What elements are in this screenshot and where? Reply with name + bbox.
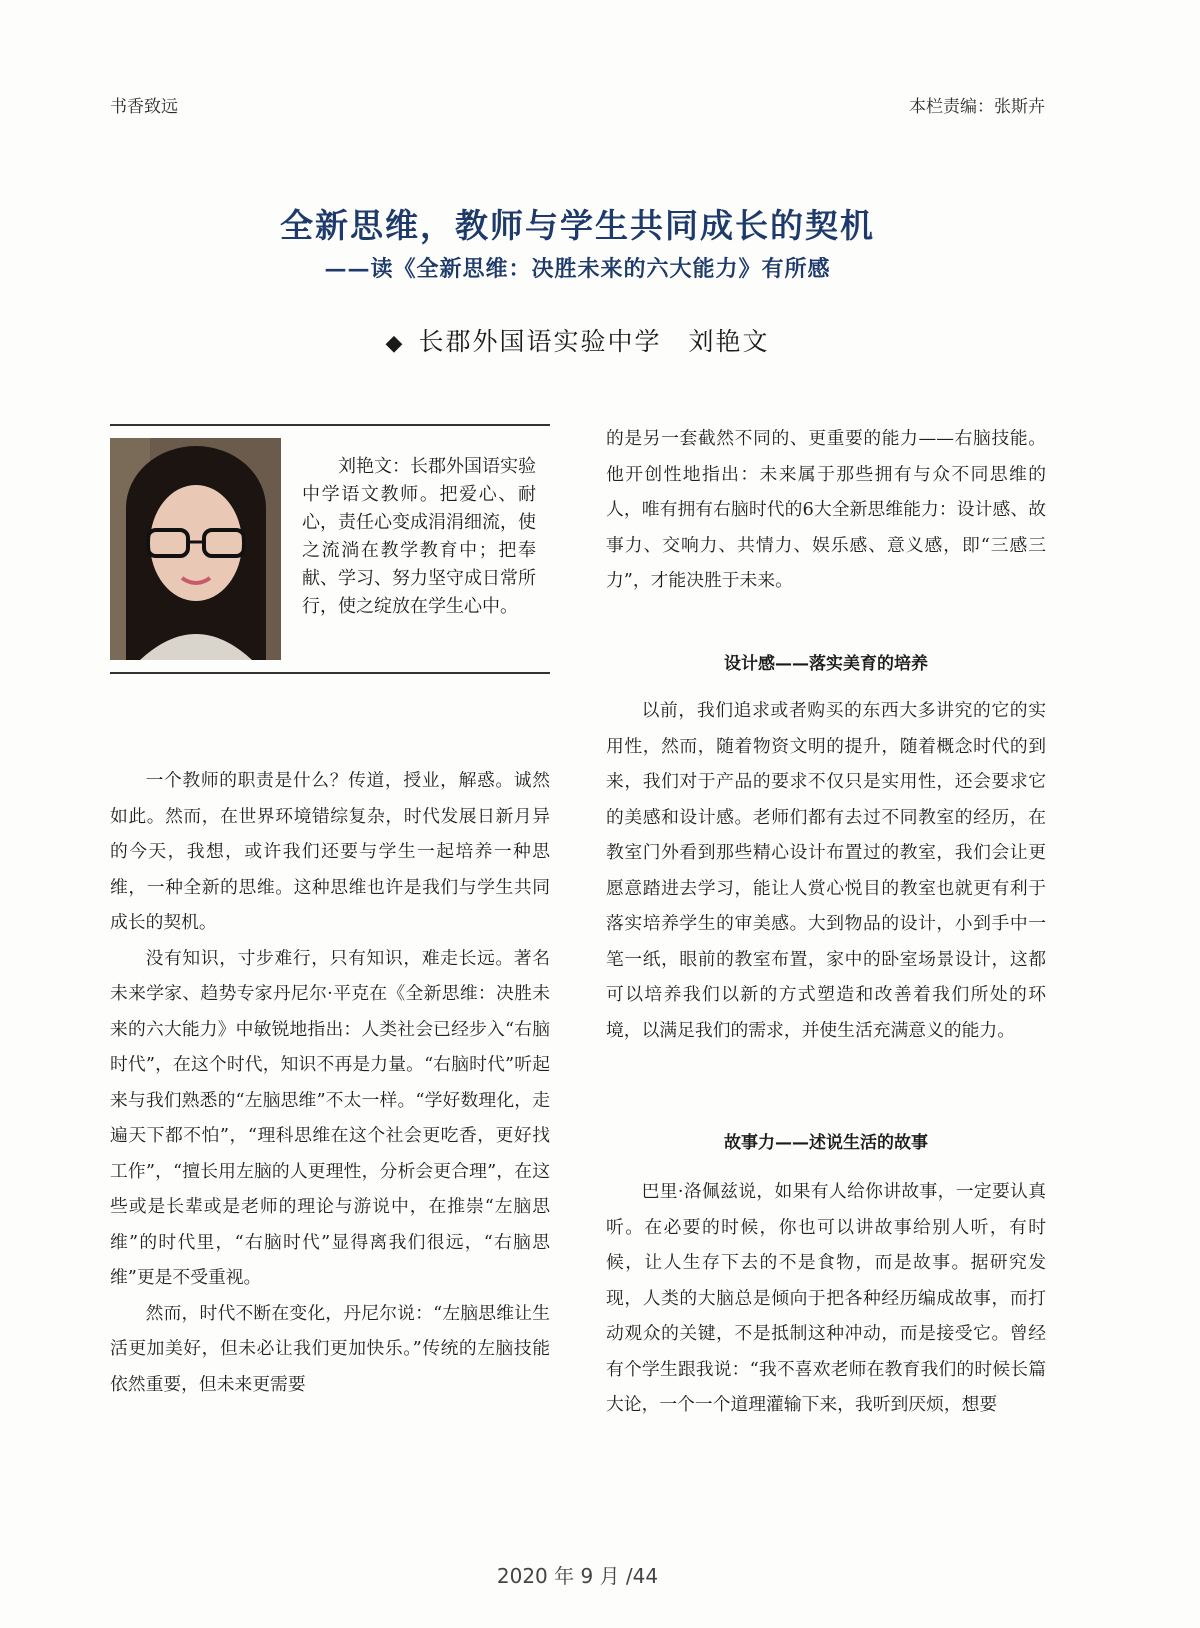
editor-credit: 本栏责编：张斯卉 xyxy=(909,97,1045,117)
section-heading-design: 设计感——落实美育的培养 xyxy=(724,654,928,674)
paragraph: 没有知识，寸步难行，只有知识，难走长远。著名未来学家、趋势专家丹尼尔·平克在《全新思维：决胜未来的六大能力》中敏锐地指出：人类社会已经步入“右脑时代”，在这个时代，知识不再是力量。“右脑时代”听起来与我们熟悉的“左脑思维”不太一样。“学好数理化，走遍天下都不怕”，“理科思维在这个社会更吃香，更好找工作”，“擅长用左脑的人更理性，分析会更合理”，在这些或是长辈或是老师的理论与游说中，在推崇“左脑思维”的时代里，“右脑时代”显得离我们很远，“右脑思维”更是不受重视。 xyxy=(110,947,550,1288)
section-story-body xyxy=(606,1174,1046,1423)
left-column xyxy=(110,763,550,1402)
author-affiliation: 长郡外国语实验中学 刘艳文 xyxy=(418,327,770,356)
author-bio: 刘艳文：长郡外国语实验中学语文教师。把爱心、耐心，责任心变成涓涓细流，使之流淌在教学教育中；把奉献、学习、努力坚守成日常所行，使之绽放在学生心中。 xyxy=(302,456,536,617)
section-heading-story: 故事力——述说生活的故事 xyxy=(724,1133,928,1153)
section-design-body xyxy=(606,693,1046,1048)
right-column-intro xyxy=(606,421,1046,599)
author-portrait-image xyxy=(110,438,281,660)
author-line xyxy=(0,322,1155,358)
bio-top-rule xyxy=(110,424,550,426)
author-photo xyxy=(110,438,281,660)
bio-bottom-rule xyxy=(110,672,550,674)
article-title: 全新思维，教师与学生共同成长的契机 xyxy=(280,206,875,245)
paragraph: 巴里·洛佩兹说，如果有人给你讲故事，一定要认真听。在必要的时候，你也可以讲故事给别人听，有时候，让人生存下去的不是食物，而是故事。据研究发现，人类的大脑总是倾向于把各种经历编成故事，而打动观众的关键，不是抵制这种冲动，而是接受它。曾经有个学生跟我说：“我不喜欢老师在教育我们的时候长篇大论，一个一个道理灌输下来，我听到厌烦，想要 xyxy=(606,1181,1046,1415)
diamond-icon: ◆ xyxy=(385,331,405,356)
page-number: 2020 年 9 月 /44 xyxy=(496,1564,659,1588)
paragraph: 一个教师的职责是什么？传道，授业，解惑。诚然如此。然而，在世界环境错综复杂，时代发展日新月异的今天，我想，或许我们还要与学生一起培养一种思维，一种全新的思维。这种思维也许是我们与学生共同成长的契机。 xyxy=(110,770,550,933)
paragraph: 以前，我们追求或者购买的东西大多讲究的它的实用性，然而，随着物资文明的提升，随着概念时代的到来，我们对于产品的要求不仅只是实用性，还会要求它的美感和设计感。老师们都有去过不同教室的经历，在教室门外看到那些精心设计布置过的教室，我们会让更愿意踏进去学习，能让人赏心悦目的教室也就更有利于落实培养学生的审美感。大到物品的设计，小到手中一笔一纸，眼前的教室布置，家中的卧室场景设计，这都可以培养我们以新的方式塑造和改善着我们所处的环境，以满足我们的需求，并使生活充满意义的能力。 xyxy=(606,700,1046,1041)
paragraph: 的是另一套截然不同的、更重要的能力——右脑技能。他开创性地指出：未来属于那些拥有与众不同思维的人，唯有拥有右脑时代的6大全新思维能力：设计感、故事力、交响力、共情力、娱乐感、意义感，即“三感三力”，才能决胜于未来。 xyxy=(606,428,1046,591)
column-name: 书香致远 xyxy=(110,97,178,117)
article-subtitle: ——读《全新思维：决胜未来的六大能力》有所感 xyxy=(324,256,831,282)
paragraph: 然而，时代不断在变化，丹尼尔说：“左脑思维让生活更加美好，但未必让我们更加快乐。”传统的左脑技能依然重要，但未来更需要 xyxy=(110,1302,550,1395)
